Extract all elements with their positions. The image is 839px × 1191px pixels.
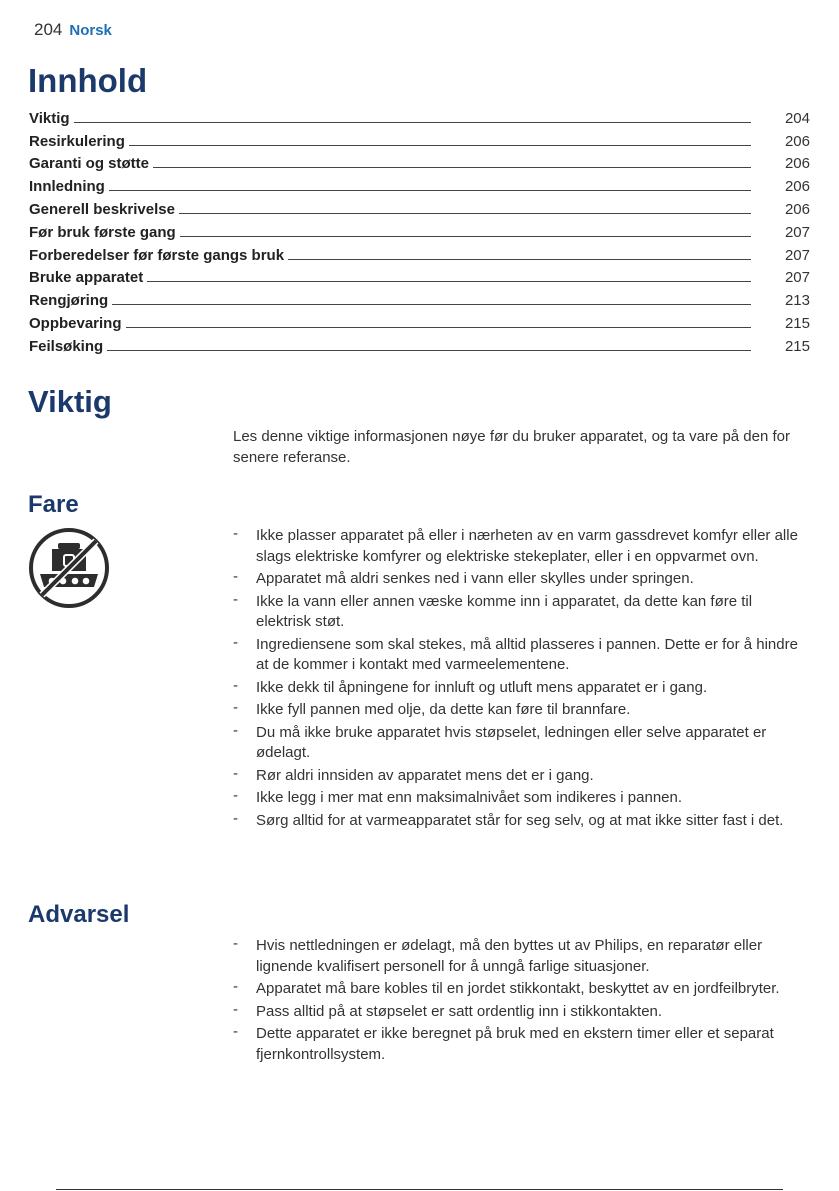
list-item-text: Ikke plasser apparatet på eller i nærheten av en varm gassdrevet komfyr eller alle slags elektriske komfyrer og elektriske stekeplater, eller i en oppvarmet ovn.: [256, 527, 798, 565]
bullet-dash: -: [233, 676, 238, 694]
list-item: [233, 979, 811, 1000]
toc-entry[interactable]: [29, 195, 810, 218]
toc-entry[interactable]: [29, 309, 810, 332]
bullet-dash: -: [233, 935, 238, 952]
list-item: [233, 678, 811, 699]
list-item-text: Ikke la vann eller annen væske komme inn i apparatet, da dette kan føre til elektrisk støt.: [256, 592, 753, 630]
list-item-text: Dette apparatet er ikke beregnet på bruk med en ekstern timer eller et separat fjernkontrollsystem.: [256, 1025, 774, 1063]
bullet-dash: -: [233, 699, 238, 716]
toc-leader: [109, 190, 751, 191]
toc-title: Innhold: [28, 62, 148, 99]
toc-entry[interactable]: [29, 218, 810, 241]
toc-entry-page: 215: [784, 314, 810, 332]
toc-leader: [129, 145, 751, 146]
toc-leader: [180, 236, 751, 237]
bullet-dash: -: [233, 809, 238, 827]
page-header: [34, 20, 112, 40]
toc-leader: [147, 281, 751, 282]
toc-leader: [107, 350, 751, 351]
toc-entry[interactable]: [29, 127, 810, 150]
toc-entry-page: 207: [784, 269, 810, 287]
toc-leader: [112, 304, 751, 305]
toc-entry[interactable]: [29, 264, 810, 287]
toc-entry-label: Viktig: [29, 109, 70, 127]
list-item-text: Apparatet må bare kobles til en jordet stikkontakt, beskyttet av en jordfeilbryter.: [256, 980, 780, 997]
toc-entry[interactable]: [29, 286, 810, 309]
bullet-dash: -: [233, 590, 238, 608]
list-item: [233, 723, 811, 764]
section-title-warning: Advarsel: [28, 901, 130, 928]
toc-entry-label: Innledning: [29, 178, 105, 196]
toc-entry-page: 207: [784, 223, 810, 241]
toc-entry-page: 213: [784, 292, 810, 310]
danger-list: [233, 526, 811, 833]
list-item: [233, 811, 811, 832]
toc-leader: [288, 259, 751, 260]
toc-entry-label: Resirkulering: [29, 132, 125, 150]
page-number: 204: [34, 20, 63, 39]
list-item: [233, 569, 811, 590]
toc-entry-label: Oppbevaring: [29, 314, 122, 332]
section-title-important: Viktig: [28, 384, 112, 419]
toc-leader: [126, 327, 751, 328]
bullet-dash: -: [233, 1000, 238, 1018]
toc-entry[interactable]: [29, 104, 810, 127]
bullet-dash: -: [233, 568, 238, 585]
list-item-text: Ikke legg i mer mat enn maksimalnivået som indikeres i pannen.: [256, 789, 683, 806]
toc-entry[interactable]: [29, 241, 810, 264]
list-item-text: Pass alltid på at støpselet er satt ordentlig inn i stikkontakten.: [256, 1002, 663, 1020]
list-item-text: Hvis nettledningen er ødelagt, må den byttes ut av Philips, en reparatør eller lignende kvalifisert personell for å unngå farlige situasjoner.: [256, 937, 763, 975]
list-item-text: Ikke fyll pannen med olje, da dette kan føre til brannfare.: [256, 701, 631, 718]
toc-entry-page: 206: [784, 200, 810, 218]
toc-entry-label: Generell beskrivelse: [29, 200, 175, 218]
important-intro: Les denne viktige informasjonen nøye før du bruker apparatet, og ta vare på den for senere referanse.: [233, 428, 790, 466]
list-item: [233, 936, 811, 977]
toc-entry-page: 206: [784, 155, 810, 173]
list-item: [233, 766, 811, 787]
list-item: [233, 1002, 811, 1023]
list-item: [233, 700, 811, 721]
list-item-text: Sørg alltid for at varmeapparatet står for seg selv, og at mat ikke sitter fast i det.: [256, 811, 784, 829]
bullet-dash: -: [233, 1023, 238, 1040]
list-item: [233, 526, 811, 567]
toc-entry[interactable]: [29, 332, 810, 355]
toc-entry-page: 206: [784, 178, 810, 196]
toc-entry-page: 215: [784, 337, 810, 355]
toc-leader: [179, 213, 751, 214]
list-item: [233, 1024, 811, 1065]
toc-entry-label: Rengjøring: [29, 292, 109, 310]
list-item: [233, 592, 811, 633]
list-item-text: Rør aldri innsiden av apparatet mens det er i gang.: [256, 766, 594, 784]
toc-entry-page: 204: [784, 109, 810, 127]
toc-entry-label: Bruke apparatet: [29, 269, 144, 287]
bullet-dash: -: [233, 764, 238, 782]
toc-entry-label: Garanti og støtte: [29, 155, 150, 173]
table-of-contents: [29, 104, 810, 355]
language-label: Norsk: [69, 22, 112, 39]
toc-entry-label: Før bruk første gang: [29, 223, 176, 241]
list-item: [233, 635, 811, 676]
footer-divider: [56, 1189, 783, 1190]
bullet-dash: -: [233, 633, 238, 651]
bullet-dash: -: [233, 525, 238, 542]
toc-leader: [74, 122, 751, 123]
no-stove-icon: [28, 527, 110, 609]
list-item-text: Apparatet må aldri senkes ned i vann eller skylles under springen.: [256, 570, 694, 587]
toc-entry-page: 207: [784, 246, 810, 264]
toc-entry[interactable]: [29, 150, 810, 173]
warning-list: [233, 936, 811, 1067]
bullet-dash: -: [233, 721, 238, 739]
toc-leader: [153, 167, 751, 168]
toc-entry-label: Forberedelser før første gangs bruk: [29, 246, 285, 264]
list-item-text: Ingrediensene som skal stekes, må alltid plasseres i pannen. Dette er for å hindre at de kommer i kontakt med varmeelementene.: [256, 635, 798, 673]
bullet-dash: -: [233, 978, 238, 995]
toc-entry-label: Feilsøking: [29, 337, 104, 355]
list-item-text: Du må ikke bruke apparatet hvis støpselet, ledningen eller selve apparatet er ødelagt.: [256, 723, 767, 761]
list-item-text: Ikke dekk til åpningene for innluft og utluft mens apparatet er i gang.: [256, 678, 708, 696]
list-item: [233, 788, 811, 809]
section-title-danger: Fare: [28, 491, 79, 518]
bullet-dash: -: [233, 787, 238, 804]
toc-entry[interactable]: [29, 172, 810, 195]
toc-entry-page: 206: [784, 132, 810, 150]
